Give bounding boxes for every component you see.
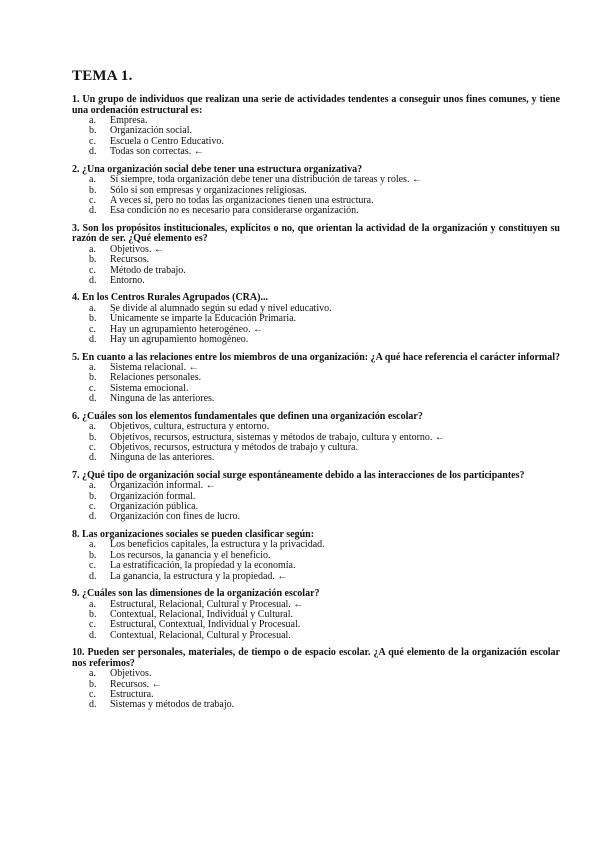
option-letter: d. bbox=[89, 274, 97, 286]
answer-option bbox=[89, 453, 560, 463]
question-text: 9. ¿Cuáles son las dimensiones de la organización escolar? bbox=[72, 588, 320, 599]
option-letter: c. bbox=[89, 264, 96, 276]
answer-options bbox=[72, 175, 560, 217]
option-letter: d. bbox=[89, 334, 97, 346]
option-letter: d. bbox=[89, 511, 97, 523]
option-letter: b. bbox=[89, 431, 97, 443]
question-block bbox=[72, 471, 560, 523]
option-text: Contextual, Relacional, Individual y Cultural. bbox=[110, 608, 294, 620]
option-letter: b. bbox=[89, 490, 97, 502]
answer-option bbox=[89, 245, 560, 255]
option-text: Recursos. bbox=[110, 254, 150, 266]
question-block bbox=[72, 95, 560, 158]
answer-option bbox=[89, 266, 560, 276]
option-letter: d. bbox=[89, 629, 97, 641]
option-text: Organización pública. bbox=[110, 501, 199, 513]
option-letter: c. bbox=[89, 560, 96, 572]
question-block bbox=[72, 353, 560, 405]
option-text: Objetivos, cultura, estructura y entorno. bbox=[110, 421, 270, 433]
option-text: Organización formal. bbox=[110, 490, 196, 502]
option-text: Ninguna de las anteriores. bbox=[110, 393, 215, 405]
option-letter: a. bbox=[89, 115, 96, 126]
option-text: Sistema emocional. bbox=[110, 382, 189, 394]
question-block bbox=[72, 530, 560, 582]
option-letter: a. bbox=[89, 598, 96, 610]
answer-options bbox=[72, 116, 560, 158]
answer-options bbox=[72, 245, 560, 287]
option-text: Método de trabajo. bbox=[110, 264, 186, 276]
option-letter: a. bbox=[89, 302, 96, 314]
option-text: Todas son correctas. ← bbox=[110, 146, 204, 158]
option-text: Estructural, Contextual, Individual y Procesual. bbox=[110, 619, 301, 631]
option-letter: c. bbox=[89, 501, 96, 513]
answer-option bbox=[89, 276, 560, 286]
question-text: 6. ¿Cuáles son los elementos fundamentales que definen una organización escolar? bbox=[72, 410, 423, 422]
page-title: TEMA 1. bbox=[72, 68, 133, 84]
answer-option bbox=[89, 572, 560, 582]
question-text: 3. Son los propósitos institucionales, explícitos o no, que orientan la actividad de la organización y constituyen su razón de ser. ¿Qué elemento es? bbox=[72, 222, 560, 245]
answer-option bbox=[89, 669, 560, 679]
answer-options bbox=[72, 304, 560, 346]
answer-option bbox=[89, 175, 560, 185]
option-text: Objetivos. bbox=[110, 668, 152, 680]
option-text: Estructural, Relacional, Cultural y Procesual. ← bbox=[110, 598, 304, 610]
option-letter: a. bbox=[89, 480, 96, 492]
answer-option bbox=[89, 394, 560, 404]
option-text: A veces sí, pero no todas las organizaciones tienen una estructura. bbox=[110, 194, 374, 206]
option-text: Hay un agrupamiento homogéneo. bbox=[110, 334, 249, 346]
option-letter: d. bbox=[89, 699, 97, 711]
question-text: 4. En los Centros Rurales Agrupados (CRA)... bbox=[72, 292, 268, 304]
document-page bbox=[72, 68, 560, 718]
option-text: Entorno. bbox=[110, 274, 145, 286]
option-text: Ninguna de las anteriores. bbox=[110, 452, 215, 464]
option-text: Esa condición no es necesario para considerarse organización. bbox=[110, 205, 359, 217]
option-letter: d. bbox=[89, 452, 97, 464]
question-block bbox=[72, 293, 560, 345]
option-text: Relaciones personales. bbox=[110, 372, 202, 384]
option-text: Sólo si son empresas y organizaciones religiosas. bbox=[110, 184, 307, 196]
question-block bbox=[72, 412, 560, 464]
option-letter: c. bbox=[89, 441, 96, 453]
option-letter: a. bbox=[89, 362, 96, 373]
option-letter: d. bbox=[89, 570, 97, 582]
option-letter: b. bbox=[89, 184, 97, 196]
answer-option bbox=[89, 680, 560, 690]
question-text: 10. Pueden ser personales, materiales, de tiempo o de espacio escolar. ¿A qué elemento de la organización escolar nos referimos? bbox=[72, 647, 560, 669]
option-letter: b. bbox=[89, 254, 97, 266]
answer-option bbox=[89, 422, 560, 432]
option-letter: c. bbox=[89, 323, 96, 335]
answer-option bbox=[89, 631, 560, 641]
option-text: Sí siempre, toda organización debe tener una distribución de tareas y roles. ← bbox=[110, 174, 422, 186]
option-text: Se divide al alumnado según su edad y nivel educativo. bbox=[110, 302, 332, 314]
option-text: Objetivos. ← bbox=[110, 243, 164, 255]
option-letter: b. bbox=[89, 549, 97, 561]
option-text: Los beneficios capitales, la estructura y la privacidad. bbox=[110, 539, 325, 551]
answer-options bbox=[72, 540, 560, 582]
option-letter: b. bbox=[89, 372, 97, 384]
answer-option bbox=[89, 512, 560, 522]
option-letter: c. bbox=[89, 135, 96, 147]
option-letter: d. bbox=[89, 205, 97, 217]
answer-option bbox=[89, 255, 560, 265]
option-text: Únicamente se imparte la Educación Primaria. bbox=[110, 313, 297, 325]
question-text: 2. ¿Una organización social debe tener una estructura organizativa? bbox=[72, 163, 363, 175]
option-text: Organización social. bbox=[110, 125, 193, 137]
option-text: Organización informal. ← bbox=[110, 480, 216, 492]
answer-options bbox=[72, 481, 560, 523]
answer-options bbox=[72, 600, 560, 642]
answer-options bbox=[72, 363, 560, 405]
option-text: La ganancia, la estructura y la propiedad. ← bbox=[110, 570, 288, 582]
option-letter: a. bbox=[89, 421, 96, 433]
option-letter: b. bbox=[89, 678, 97, 690]
question-block bbox=[72, 589, 560, 641]
option-text: Hay un agrupamiento heterogéneo. ← bbox=[110, 323, 264, 335]
option-text: Organización con fines de lucro. bbox=[110, 511, 241, 523]
option-text: La estratificación, la propiedad y la economía. bbox=[110, 560, 296, 572]
option-letter: d. bbox=[89, 393, 97, 405]
option-text: Objetivos, recursos, estructura y métodos de trabajo y cultura. bbox=[110, 441, 358, 453]
option-text: Objetivos, recursos, estructura, sistemas y métodos de trabajo, cultura y entorno. ← bbox=[110, 431, 445, 443]
question-block bbox=[72, 224, 560, 287]
option-letter: b. bbox=[89, 608, 97, 620]
option-text: Empresa. bbox=[110, 115, 148, 126]
option-letter: c. bbox=[89, 688, 96, 700]
answer-option bbox=[89, 206, 560, 216]
option-text: Estructura. bbox=[110, 688, 154, 700]
answer-option bbox=[89, 335, 560, 345]
answer-options bbox=[72, 422, 560, 464]
option-letter: c. bbox=[89, 382, 96, 394]
option-letter: c. bbox=[89, 619, 96, 631]
option-letter: b. bbox=[89, 125, 97, 137]
option-text: Escuela o Centro Educativo. bbox=[110, 135, 224, 147]
option-text: Sistemas y métodos de trabajo. bbox=[110, 699, 235, 711]
question-list bbox=[72, 95, 560, 711]
option-text: Sistema relacional. ← bbox=[110, 362, 199, 373]
question-block bbox=[72, 648, 560, 711]
option-text: Los recursos, la ganancia y el beneficio. bbox=[110, 549, 271, 561]
question-text: 8. Las organizaciones sociales se pueden clasificar según: bbox=[72, 528, 315, 540]
option-letter: d. bbox=[89, 146, 97, 158]
answer-options bbox=[72, 669, 560, 711]
option-letter: a. bbox=[89, 668, 96, 680]
option-letter: b. bbox=[89, 313, 97, 325]
question-text: 5. En cuanto a las relaciones entre los miembros de una organización: ¿A qué hace referencia el carácter informal? bbox=[72, 351, 560, 363]
question-text: 7. ¿Qué tipo de organización social surge espontáneamente debido a las interacciones de los participantes? bbox=[72, 469, 525, 481]
option-letter: a. bbox=[89, 243, 96, 255]
option-text: Recursos. ← bbox=[110, 678, 162, 690]
option-letter: a. bbox=[89, 174, 96, 186]
question-text: 1. Un grupo de individuos que realizan una serie de actividades tendentes a conseguir unos fines comunes, y tiene una ordenación estructural es: bbox=[72, 94, 560, 116]
option-letter: c. bbox=[89, 194, 96, 206]
answer-option bbox=[89, 700, 560, 710]
question-block bbox=[72, 165, 560, 217]
option-text: Contextual, Relacional, Cultural y Procesual. bbox=[110, 629, 291, 641]
answer-option bbox=[89, 147, 560, 157]
option-letter: a. bbox=[89, 539, 96, 551]
